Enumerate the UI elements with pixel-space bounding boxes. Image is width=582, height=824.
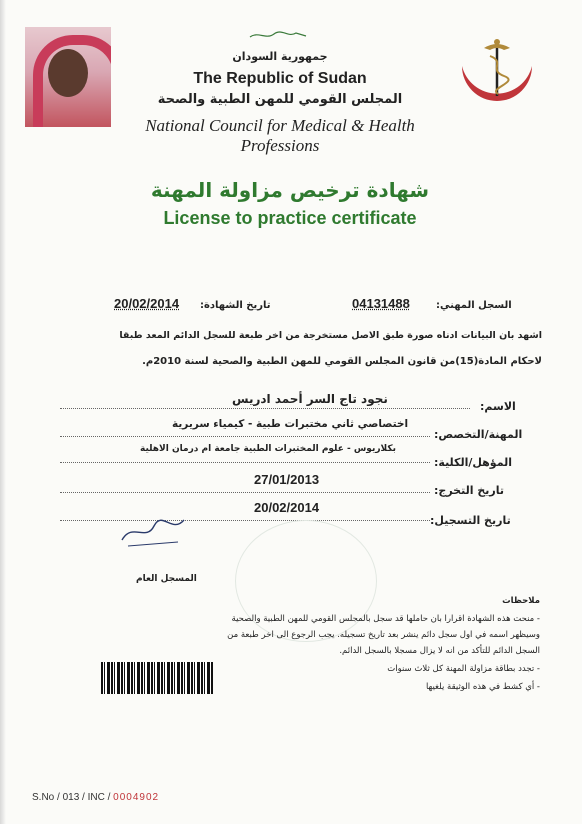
graduation-underline bbox=[60, 492, 430, 493]
certification-line-1: اشهد بان البيانات ادناه صورة طبق الاصل مستخرجة من اخر طبعة للسجل الدائم المعد طبقا bbox=[119, 330, 542, 341]
certification-line-2: لاحكام المادة(15)من قانون المجلس القومي للمهن الطبية والصحية لسنة 2010م. bbox=[142, 356, 542, 367]
serial-number bbox=[32, 792, 159, 803]
profession-value: اختصاصي ثاني مختبرات طبية - كيمياء سريرية bbox=[172, 418, 409, 430]
notes-line-3: السجل الدائم للتأكد من انه لا يزال مسجلا بالسجل الدائم. bbox=[339, 646, 540, 656]
header-signature bbox=[248, 28, 308, 42]
name-underline bbox=[60, 408, 470, 409]
graduation-date: 27/01/2013 bbox=[254, 472, 320, 487]
registration-date-label: تاريخ التسجيل: bbox=[430, 514, 511, 527]
header-arabic-council: المجلس القومي للمهن الطبية والصحة bbox=[157, 92, 403, 107]
graduation-label: تاريخ التخرج: bbox=[434, 484, 504, 497]
serial-prefix: S.No / 013 / INC / bbox=[32, 792, 111, 803]
serial-value: 0004902 bbox=[113, 792, 160, 803]
qualification-value: بكلاريوس - علوم المختبرات الطبية جامعة ام درمان الاهلية bbox=[140, 444, 396, 454]
notes-line-1: - منحت هذه الشهادة اقرارا بان حاملها قد سجل بالمجلس القومي للمهن الطبية والصحية bbox=[231, 614, 540, 624]
registration-label: السجل المهني: bbox=[436, 300, 512, 311]
holder-name: نجود تاج السر أحمد ادريس bbox=[232, 392, 388, 406]
holder-photo bbox=[25, 27, 111, 127]
registrar-label: المسجل العام bbox=[136, 574, 197, 584]
registrar-signature bbox=[118, 512, 188, 552]
profession-label: المهنة/التخصص: bbox=[434, 428, 523, 441]
certificate-date-label: تاريخ الشهادة: bbox=[200, 300, 271, 311]
registration-number: 04131488 bbox=[352, 296, 410, 311]
qualification-label: المؤهل/الكلية: bbox=[434, 456, 512, 469]
page-edge bbox=[0, 0, 6, 824]
title-arabic: شهادة ترخيص مزاولة المهنة bbox=[150, 178, 430, 202]
certificate-date: 20/02/2014 bbox=[114, 296, 180, 311]
header-arabic-republic: جمهورية السودان bbox=[232, 50, 328, 63]
barcode bbox=[101, 662, 213, 694]
photo-face bbox=[48, 49, 88, 97]
header-english-council: National Council for Medical & Health Professions bbox=[145, 116, 415, 155]
qualification-underline bbox=[60, 462, 430, 463]
notes-line-4: - تجدد بطاقة مزاولة المهنة كل ثلاث سنوات bbox=[387, 664, 540, 674]
notes-title: ملاحظات bbox=[502, 596, 540, 606]
header-english-republic: The Republic of Sudan bbox=[193, 70, 367, 87]
registration-date: 20/02/2014 bbox=[254, 500, 320, 515]
registration-date-underline bbox=[60, 520, 430, 521]
notes-line-2: وسيظهر اسمه في اول سجل دائم ينشر بعد تاريخ تسجيله. يجب الرجوع الى اخر طبعة من bbox=[227, 630, 540, 640]
notes-line-5: - أي كشط في هذه الوثيقة يلغيها bbox=[425, 682, 540, 692]
title-english: License to practice certificate bbox=[163, 208, 417, 228]
profession-underline bbox=[60, 436, 430, 437]
caduceus-crescent-icon bbox=[454, 36, 540, 116]
name-label: الاسم: bbox=[480, 400, 516, 413]
